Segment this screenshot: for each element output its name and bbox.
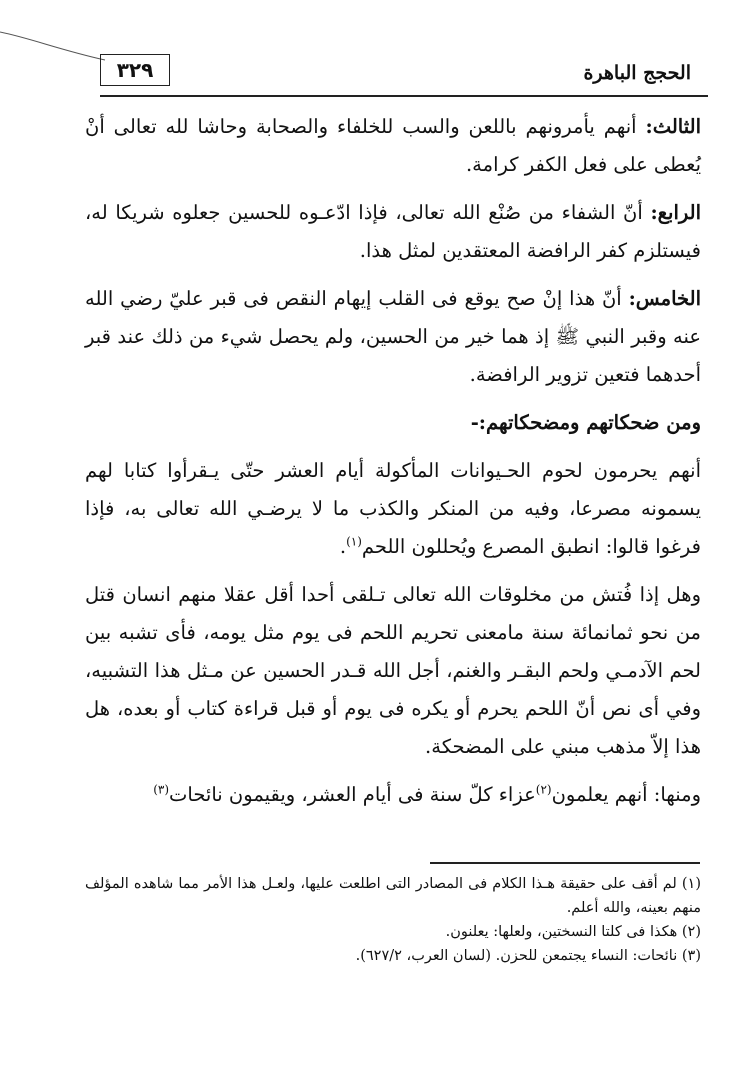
- paragraph-critique: [85, 576, 701, 766]
- header-divider: [100, 95, 708, 97]
- footnote-2: (٢) هكذا فى كلتا النسختين، ولعلها: يعلنون.: [445, 924, 701, 940]
- footnote-1: (١) لم أقف على حقيقة هـذا الكلام فى المصادر التى اطلعت عليها، ولعـل هذا الأمر مما شاهده المؤلف منهم بعينه، والله أعلم.: [85, 876, 701, 916]
- paragraph-lead: الخامس:: [628, 287, 701, 310]
- paragraph-fifth: [85, 280, 701, 394]
- paragraph-text: أنّ هذا إنْ صح يوقع فى القلب إيهام النقص فى قبر عليّ رضي الله عنه وقبر النبي ﷺ إذ هما خير من الحسين، ولم يحصل شيء من ذلك عند قبر أحدهما فتعين تزوير الرافضة.: [85, 287, 701, 386]
- footnote-3: (٣) نائحات: النساء يجتمعن للحزن. (لسان العرب، ٦٢٧/٢).: [355, 948, 701, 964]
- scan-artifact-line: [0, 30, 110, 70]
- paragraph-text-end: .: [339, 535, 347, 558]
- paragraph-text: ومنها: أنهم يعلمون: [551, 783, 701, 806]
- footnote-ref-2[interactable]: (٢): [535, 782, 552, 797]
- page-number: ٣٢٩: [100, 54, 170, 86]
- running-title: الحجج الباهرة: [583, 62, 691, 84]
- paragraph-lead: الرابع:: [650, 201, 701, 224]
- paragraph-text: أنهم يحرمون لحوم الحـيوانات المأكولة أيام العشر حتّى يـقرأوا كتابا لهم يسمونه مصرعا، وفيه من المنكر والكذب ما لا يرضـي الله تعالى به، فإذا فرغوا قالوا: انطبق المصرع ويُحللون اللحم: [85, 459, 701, 558]
- paragraph-mourning: [85, 776, 701, 814]
- footnotes: [85, 872, 701, 968]
- footnote-ref-1[interactable]: (١): [346, 534, 362, 549]
- paragraph-third: [85, 108, 701, 184]
- paragraph-text: أنهم يأمرونهم باللعن والسب للخلفاء والصحابة وحاشا لله تعالى أنْ يُعطى على فعل الكفر كرامة.: [85, 115, 701, 176]
- paragraph-lead: الثالث:: [645, 115, 701, 138]
- paragraph-meat-prohibition: [85, 452, 701, 566]
- section-heading: ومن ضحكاتهم ومضحكاتهم:-: [470, 411, 701, 434]
- paragraph-fourth: [85, 194, 701, 270]
- paragraph-text: أنّ الشفاء من صُنْع الله تعالى، فإذا ادّعـوه للحسين جعلوه شريكا له، فيستلزم كفر الرافضة المعتقدين لمثل هذا.: [85, 201, 701, 262]
- paragraph-text: وهل إذا فُتش من مخلوقات الله تعالى تـلقى أحدا أقل عقلا منهم انسان قتل من نحو ثمانمائة سنة مامعنى تحريم اللحم فى يوم مثل يومه، فأى تشبه بين لحم الآدمـي ولحم البقـر والغنم، أجل الله قـدر الحسين عن مـثل هذا التشبيه، وفي أى نص أنّ اللحم يحرم أو يكره فى يوم أو قبل قراءة كتاب أو بعده، هل هذا إلاّ مذهب مبني على المضحكة.: [85, 583, 701, 758]
- footnote-ref-3[interactable]: (٣): [153, 782, 170, 797]
- main-text: [85, 108, 701, 824]
- paragraph-text: عزاء كلّ سنة فى أيام العشر، ويقيمون نائحات: [169, 783, 536, 806]
- footnote-divider: [430, 862, 700, 864]
